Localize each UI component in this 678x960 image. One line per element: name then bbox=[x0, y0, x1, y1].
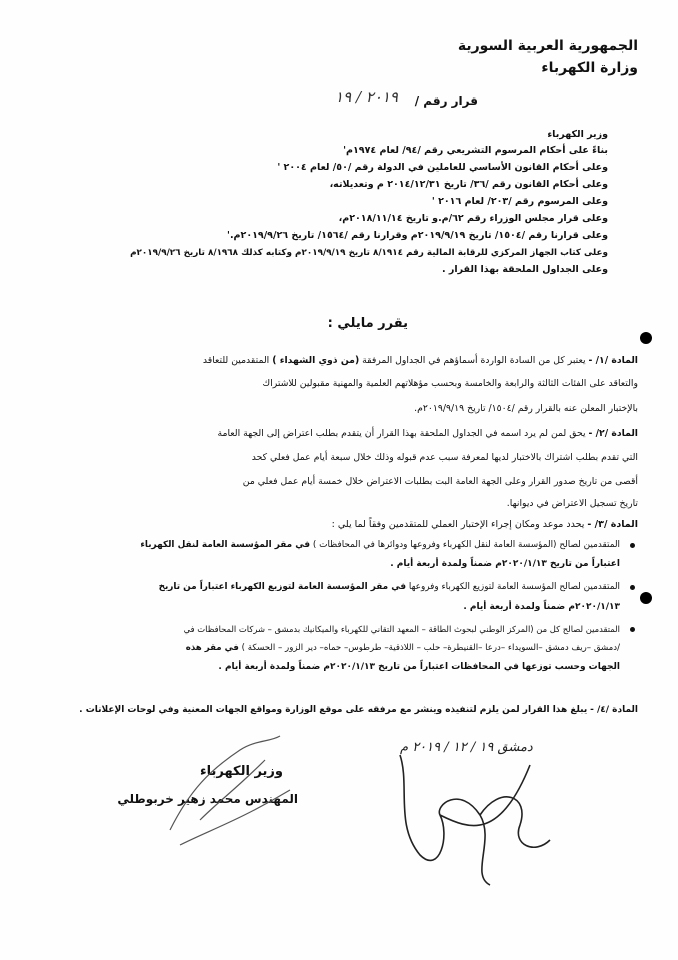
signatory-title: وزير الكهرباء bbox=[199, 764, 283, 779]
preamble-line: وعلى قرار مجلس الوزراء رقم ٦٢/م.و تاريخ ٢٠١٨/١١/١٤م، bbox=[338, 213, 608, 224]
article3-line: المادة /٣/ - يحدد موعد ومكان إجراء الإختبار العملي للمتقدمين وفقاً لما يلي : bbox=[331, 519, 638, 530]
preamble-line: بناءً على أحكام المرسوم التشريعي رقم /٩٤/ لعام ١٩٧٤م' bbox=[343, 145, 608, 156]
article4-line: المادة /٤/ - يبلغ هذا القرار لمن يلزم لتنفيذه وينشر مع مرفقه على موقع الوزارة ومواقع الجهات المعنية وفي لوحات الإعلانات . bbox=[79, 705, 638, 715]
preamble-line: وعلى الجداول الملحقة بهذا القرار . bbox=[442, 264, 608, 275]
preamble-line: وعلى أحكام القانون الأساسي للعاملين في الدولة رقم /٥٠/ لعام ٢٠٠٤ ' bbox=[277, 162, 608, 173]
punch-hole bbox=[640, 332, 652, 344]
bullet-icon bbox=[630, 543, 635, 548]
article3-bullet3-line2: /دمشق –ريف دمشق –السويداء –درعا –القنيطرة– حلب – اللاذقية– طرطوس– حماه– دير الزور – الحسكة ) في مقر هذه bbox=[185, 643, 620, 653]
article2-line2: التي تقدم بطلب اشتراك بالاختبار لديها لمعرفة سبب عدم قبوله وذلك خلال سبعة أيام عمل فعلي كحد bbox=[251, 452, 638, 463]
republic-title: الجمهورية العربية السورية bbox=[457, 38, 638, 54]
article3-bullet1-line2: اعتباراً من تاريخ ٢٠٢٠/١/١٣م ضمناً ولمدة أربعة أيام . bbox=[390, 559, 620, 569]
minister-signature-icon bbox=[380, 745, 560, 895]
place-date: دمشق ١٩ / ١٢ / ٢٠١٩ م bbox=[400, 740, 533, 755]
article2-line4: تاريخ تسجيل الاعتراض في ديوانها. bbox=[506, 498, 638, 509]
article1-highlight: (من ذوي الشهداء ) bbox=[272, 355, 360, 366]
article4-label: المادة /٤/ - bbox=[590, 705, 638, 715]
article1-line3: بالإختبار المعلن عنه بالقرار رقم /١٥٠٤/ تاريخ ٢٠١٩/٩/١٩م. bbox=[414, 403, 638, 414]
decides-heading: يقرر مايلي : bbox=[327, 316, 408, 331]
article3-label: المادة /٣/ - bbox=[587, 519, 638, 530]
article3-bullet2-line2: ٢٠٢٠/١/١٣م ضمناً ولمدة أربعة أيام . bbox=[463, 602, 620, 612]
article2-line1: المادة /٢/ - يحق لمن لم يرد اسمه في الجداول الملحقة بهذا القرار أن يتقدم بطلب اعتراض إلى الجهة العامة bbox=[217, 428, 638, 439]
punch-hole bbox=[640, 592, 652, 604]
article1-label: المادة /١/ - bbox=[588, 355, 638, 366]
article1-line2: والتعاقد على الفئات الثالثة والرابعة والخامسة وبحسب مؤهلاتهم العلمية والمهنية مقبولين للاشتراك bbox=[262, 378, 638, 389]
article1-line1: المادة /١/ - يعتبر كل من السادة الواردة أسماؤهم في الجداول المرفقة (من ذوي الشهداء ) المتقدمين للتعاقد bbox=[202, 355, 638, 366]
bullet-icon bbox=[630, 585, 635, 590]
article3-bullet3-line1: المتقدمين لصالح كل من (المركز الوطني لبحوث الطاقة – المعهد التقاني للكهرباء والميكانيك بدمشق – شركات المحافظات في bbox=[183, 624, 620, 634]
preamble-line: وعلى المرسوم رقم /٢٠٣/ لعام ٢٠١٦ ' bbox=[431, 196, 608, 207]
article2-line3: أقصى من تاريخ صدور القرار وعلى الجهة العامة البت بطلبات الاعتراض خلال خمسة أيام عمل فعلي من bbox=[242, 476, 638, 487]
signatory-name: المهندس محمد زهير خربوطلي bbox=[117, 792, 298, 806]
article2-label: المادة /٢/ - bbox=[588, 428, 638, 439]
preamble-line: وعلى كتاب الجهاز المركزي للرقابة المالية رقم ٨/١٩١٤ تاريخ ٢٠١٩/٩/١٩م وكتابه كذلك ٨/١٩٦٨ تاريخ ٢٠١٩/٩/٢٦م bbox=[130, 248, 608, 258]
article3-bullet2-line1: المتقدمين لصالح المؤسسة العامة لتوزيع الكهرباء وفروعها في مقر المؤسسة العامة لتوزيع الكهرباء اعتباراً من تاريخ bbox=[158, 582, 620, 592]
article3-bullet3-line3: الجهات وحسب توزعها في المحافظات اعتباراً من تاريخ ٢٠٢٠/١/١٣م ضمناً ولمدة أربعة أيام . bbox=[218, 662, 620, 672]
handwritten-signature-icon bbox=[160, 730, 300, 850]
minister-line: وزير الكهرباء bbox=[547, 129, 608, 140]
preamble-line: وعلى قرارنا رقم /١٥٠٤/ تاريخ ٢٠١٩/٩/١٩م وقرارنا رقم /١٥٦٤/ تاريخ ٢٠١٩/٩/٢٦م.' bbox=[227, 230, 608, 241]
article3-bullet1-line1: المتقدمين لصالح (المؤسسة العامة لنقل الكهرباء وفروعها ودوائرها في المحافظات ) في مقر المؤسسة العامة لنقل الكهرباء bbox=[140, 540, 620, 550]
bullet-icon bbox=[630, 627, 635, 632]
preamble-line: وعلى أحكام القانون رقم /٣٦/ تاريخ ٢٠١٤/١٢/٣١ م وتعديلاته، bbox=[329, 179, 608, 190]
decision-number: ٢٠١٩ / ١٩ bbox=[335, 88, 398, 106]
ministry-title: وزارة الكهرباء bbox=[541, 60, 638, 76]
decision-label: قرار رقم / bbox=[414, 94, 478, 108]
